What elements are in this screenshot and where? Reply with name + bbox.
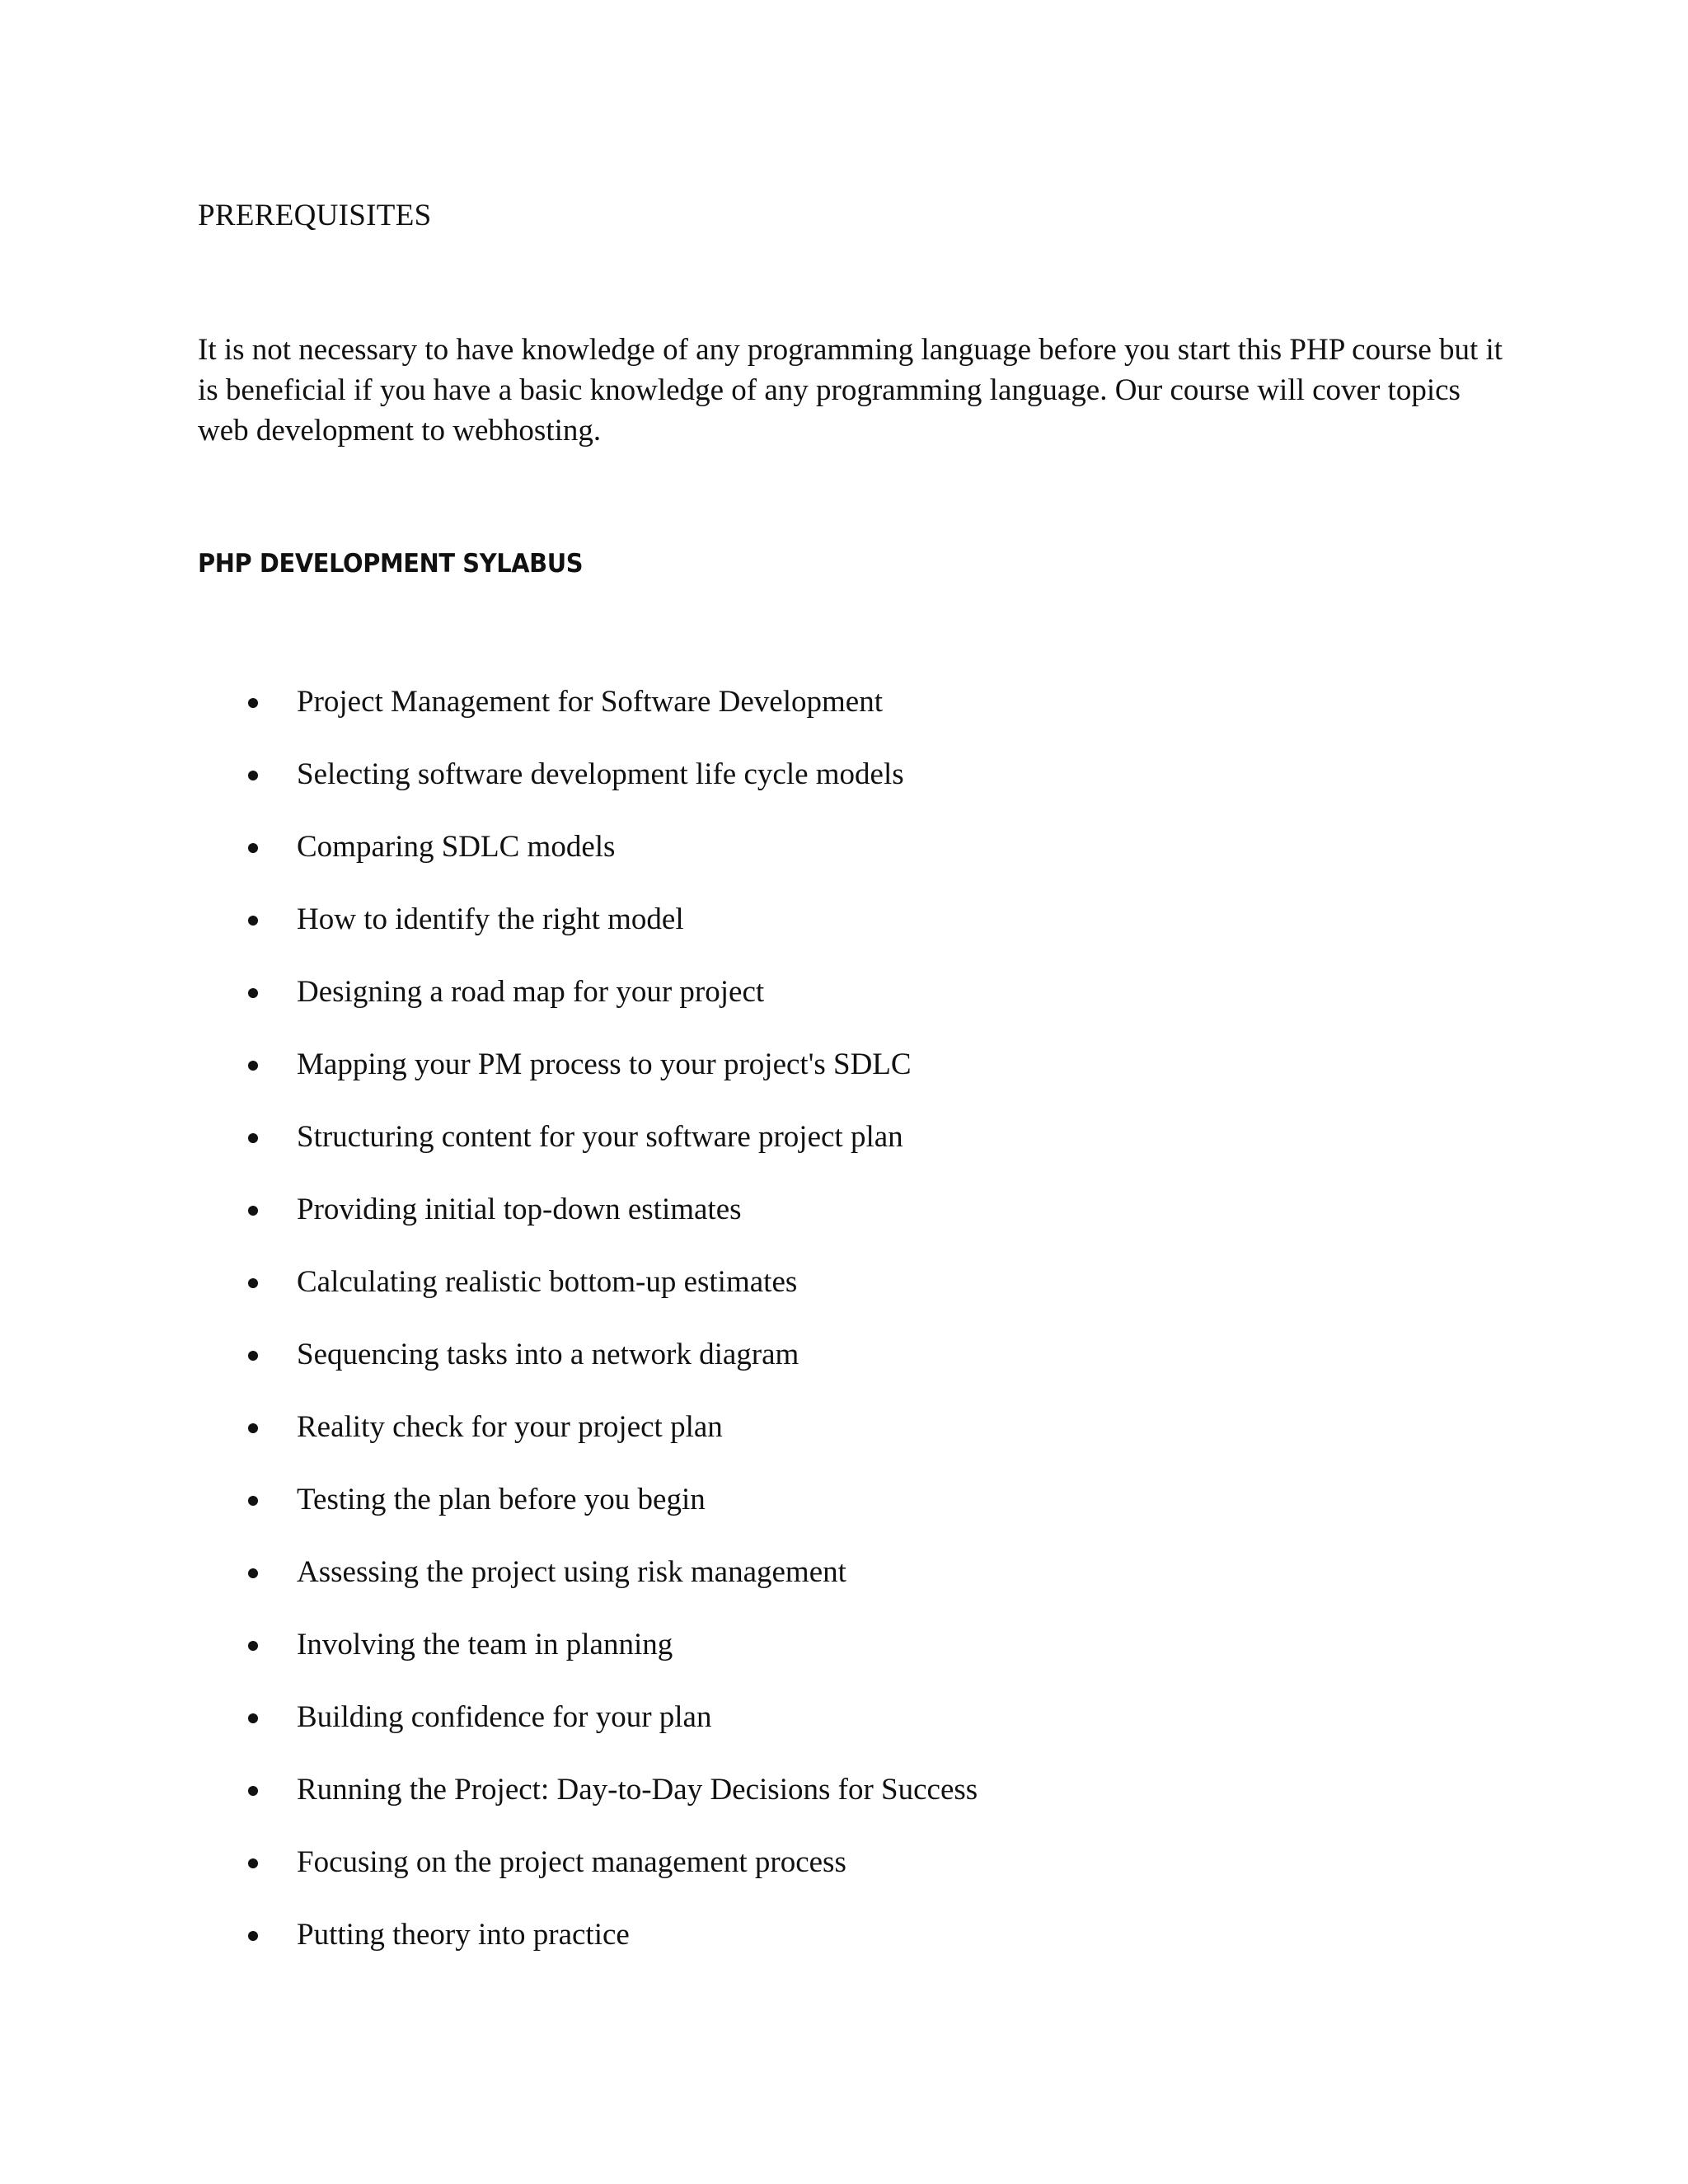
list-item-text: Reality check for your project plan	[297, 1410, 723, 1444]
bullet-icon	[248, 1496, 258, 1506]
bullet-icon	[248, 771, 258, 780]
bullet-icon	[248, 1786, 258, 1796]
list-item-text: Structuring content for your software project plan	[297, 1120, 903, 1154]
list-item-text: Sequencing tasks into a network diagram	[297, 1338, 799, 1371]
bullet-icon	[248, 1061, 258, 1071]
list-item-text: Comparing SDLC models	[297, 830, 616, 864]
prerequisites-paragraph: It is not necessary to have knowledge of any programming language before you start this PHP course but it is beneficial if you have a basic knowledge of any programming language. Our course will cover topics web development to webhosting.	[198, 333, 1503, 448]
list-item-text: Running the Project: Day-to-Day Decisions for Success	[297, 1773, 978, 1807]
list-item-text: Testing the plan before you begin	[297, 1483, 706, 1516]
bullet-icon	[248, 916, 258, 926]
list-item-text: Selecting software development life cycle models	[297, 757, 904, 791]
bullet-icon	[248, 1133, 258, 1143]
bullet-icon	[248, 1858, 258, 1868]
bullet-icon	[248, 1931, 258, 1941]
bullet-icon	[248, 1568, 258, 1578]
list-item-text: Calculating realistic bottom-up estimates	[297, 1265, 798, 1299]
syllabus-heading: PHP DEVELOPMENT SYLABUS	[198, 549, 584, 579]
list-item-text: Involving the team in planning	[297, 1628, 673, 1661]
list-item-text: Mapping your PM process to your project's SDLC	[297, 1047, 912, 1081]
bullet-icon	[248, 1641, 258, 1651]
bullet-icon	[248, 698, 258, 708]
list-item-text: Designing a road map for your project	[297, 975, 765, 1009]
list-item-text: Project Management for Software Development	[297, 685, 883, 719]
bullet-icon	[248, 1351, 258, 1361]
list-item-text: Providing initial top-down estimates	[297, 1193, 742, 1226]
bullet-icon	[248, 1423, 258, 1433]
bullet-icon	[248, 1713, 258, 1723]
list-item-text: Assessing the project using risk management	[297, 1555, 846, 1589]
bullet-icon	[248, 843, 258, 853]
list-item-text: How to identify the right model	[297, 902, 684, 936]
bullet-icon	[248, 988, 258, 998]
prerequisites-heading: PREREQUISITES	[198, 199, 432, 232]
list-item-text: Focusing on the project management process	[297, 1845, 846, 1879]
bullet-icon	[248, 1206, 258, 1216]
list-item-text: Building confidence for your plan	[297, 1700, 712, 1734]
list-item-text: Putting theory into practice	[297, 1918, 630, 1952]
bullet-icon	[248, 1278, 258, 1288]
